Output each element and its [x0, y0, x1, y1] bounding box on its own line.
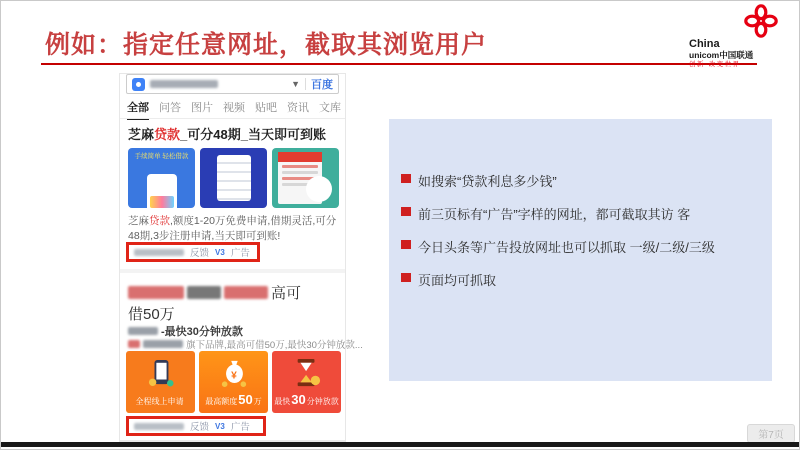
tab-tieba[interactable]: 贴吧	[255, 102, 277, 114]
tab-wenku[interactable]: 文库	[319, 102, 341, 114]
feedback-link[interactable]: 反馈	[190, 422, 210, 433]
thumbnail-app-screen-navy[interactable]	[200, 148, 267, 208]
logo-unicom: unicom	[689, 49, 720, 60]
ad-label: 广告	[230, 248, 250, 259]
promo-card-fast-loan[interactable]: 最快30分钟放款	[272, 351, 341, 413]
red-square-bullet-icon	[401, 240, 411, 249]
thumbnail-loan-app-blue[interactable]	[128, 148, 195, 208]
blurred-title-segment	[128, 286, 184, 299]
svg-text:¥: ¥	[230, 370, 237, 382]
ad-label: 广告	[230, 422, 250, 433]
logo-text	[689, 38, 777, 69]
money-bag-icon	[220, 358, 248, 388]
result2-title-line2[interactable]: 借50万	[128, 306, 175, 323]
page-number-badge[interactable]: 第7页	[747, 424, 795, 443]
phone-search-screenshot	[119, 73, 363, 444]
bullet-text: 页面均可抓取	[418, 273, 497, 288]
promo-cards	[126, 351, 341, 413]
notes-panel	[389, 119, 772, 381]
promo-card-max-limit[interactable]: ¥ 最高额度50万	[199, 351, 268, 413]
unicom-knot-icon	[689, 5, 777, 37]
thumbnail-caption: 手续简单 轻松借款	[134, 153, 189, 160]
thumbnail-app-screen-teal[interactable]	[272, 148, 339, 208]
result1-description: 芝麻贷款,额度1-20万免费申请,借期灵活,可分48期,3步注册申请,当天即可到账!	[128, 215, 337, 242]
hourglass-icon	[293, 358, 321, 388]
promo-card-online-apply[interactable]: 全程线上申请	[126, 351, 195, 413]
bullet-item	[401, 270, 762, 289]
mini-phone-graphic	[147, 174, 177, 214]
logo-slogan: 创新·改变世界	[689, 61, 741, 69]
result2-subtitle: -最快30分钟放款	[128, 323, 243, 339]
red-square-bullet-icon	[401, 273, 411, 282]
ad-url-highlight-box-1	[126, 242, 260, 262]
tab-news[interactable]: 资讯	[287, 102, 309, 114]
tabs-divider	[120, 118, 345, 119]
result1-thumbnails	[128, 148, 339, 208]
logo-china: China	[689, 38, 720, 50]
result2-title-link[interactable]: 高可	[128, 282, 301, 303]
red-square-bullet-icon	[401, 207, 411, 216]
search-divider	[305, 78, 306, 90]
chevron-down-icon[interactable]: ▼	[291, 79, 300, 89]
search-submit-button[interactable]: 百度	[311, 79, 333, 91]
v3-trust-badge: V3	[215, 247, 225, 257]
mini-screen-graphic	[217, 155, 251, 201]
v3-trust-badge: V3	[215, 421, 225, 431]
slide-bottom-bar	[1, 442, 799, 447]
logo-chinese-name: 中国联通	[719, 49, 754, 60]
tab-images[interactable]: 图片	[191, 102, 213, 114]
search-app-icon	[132, 78, 145, 91]
page-title: 例如：指定任意网址，截取其浏览用户	[45, 31, 488, 59]
highlighted-keyword: 贷款	[154, 127, 181, 142]
blurred-ad-url	[134, 249, 184, 256]
result2-description: 旗下品牌,最高可借50万,最快30分钟放款...	[128, 337, 341, 351]
smartphone-icon	[148, 358, 174, 388]
bullet-text: 如搜索“贷款利息多少钱”	[418, 174, 557, 189]
bullet-item	[401, 204, 762, 223]
bullet-text: 今日头条等广告投放网址也可以抓取 一级/二级/三级	[418, 240, 715, 255]
blurred-title-segment	[224, 286, 268, 299]
result1-title-link[interactable]: 芝麻贷款_可分48期_当天即可到账	[128, 127, 326, 142]
mini-app-card-graphic	[278, 152, 322, 204]
tab-videos[interactable]: 视频	[223, 102, 245, 114]
blurred-title-segment	[187, 286, 221, 299]
red-square-bullet-icon	[401, 174, 411, 183]
search-bar[interactable]	[126, 74, 339, 94]
blurred-favicon	[128, 340, 140, 348]
bullet-item	[401, 171, 762, 190]
results-separator	[120, 269, 345, 273]
china-unicom-logo	[689, 5, 777, 69]
bullet-item	[401, 237, 762, 256]
blurred-search-query	[150, 80, 218, 88]
blurred-brand-name	[128, 327, 158, 335]
tab-qa[interactable]: 问答	[159, 102, 181, 114]
result-tabs	[127, 99, 341, 120]
ad-url-highlight-box-2	[126, 416, 266, 436]
feedback-link[interactable]: 反馈	[190, 248, 210, 259]
highlighted-keyword: 贷款	[149, 215, 170, 227]
blurred-ad-url	[134, 423, 184, 430]
blurred-text-segment	[143, 340, 183, 348]
bullet-text: 前三页标有“广告”字样的网址，都可截取其访 客	[418, 207, 691, 222]
tab-all[interactable]: 全部	[127, 99, 149, 120]
title-underline	[41, 63, 757, 65]
